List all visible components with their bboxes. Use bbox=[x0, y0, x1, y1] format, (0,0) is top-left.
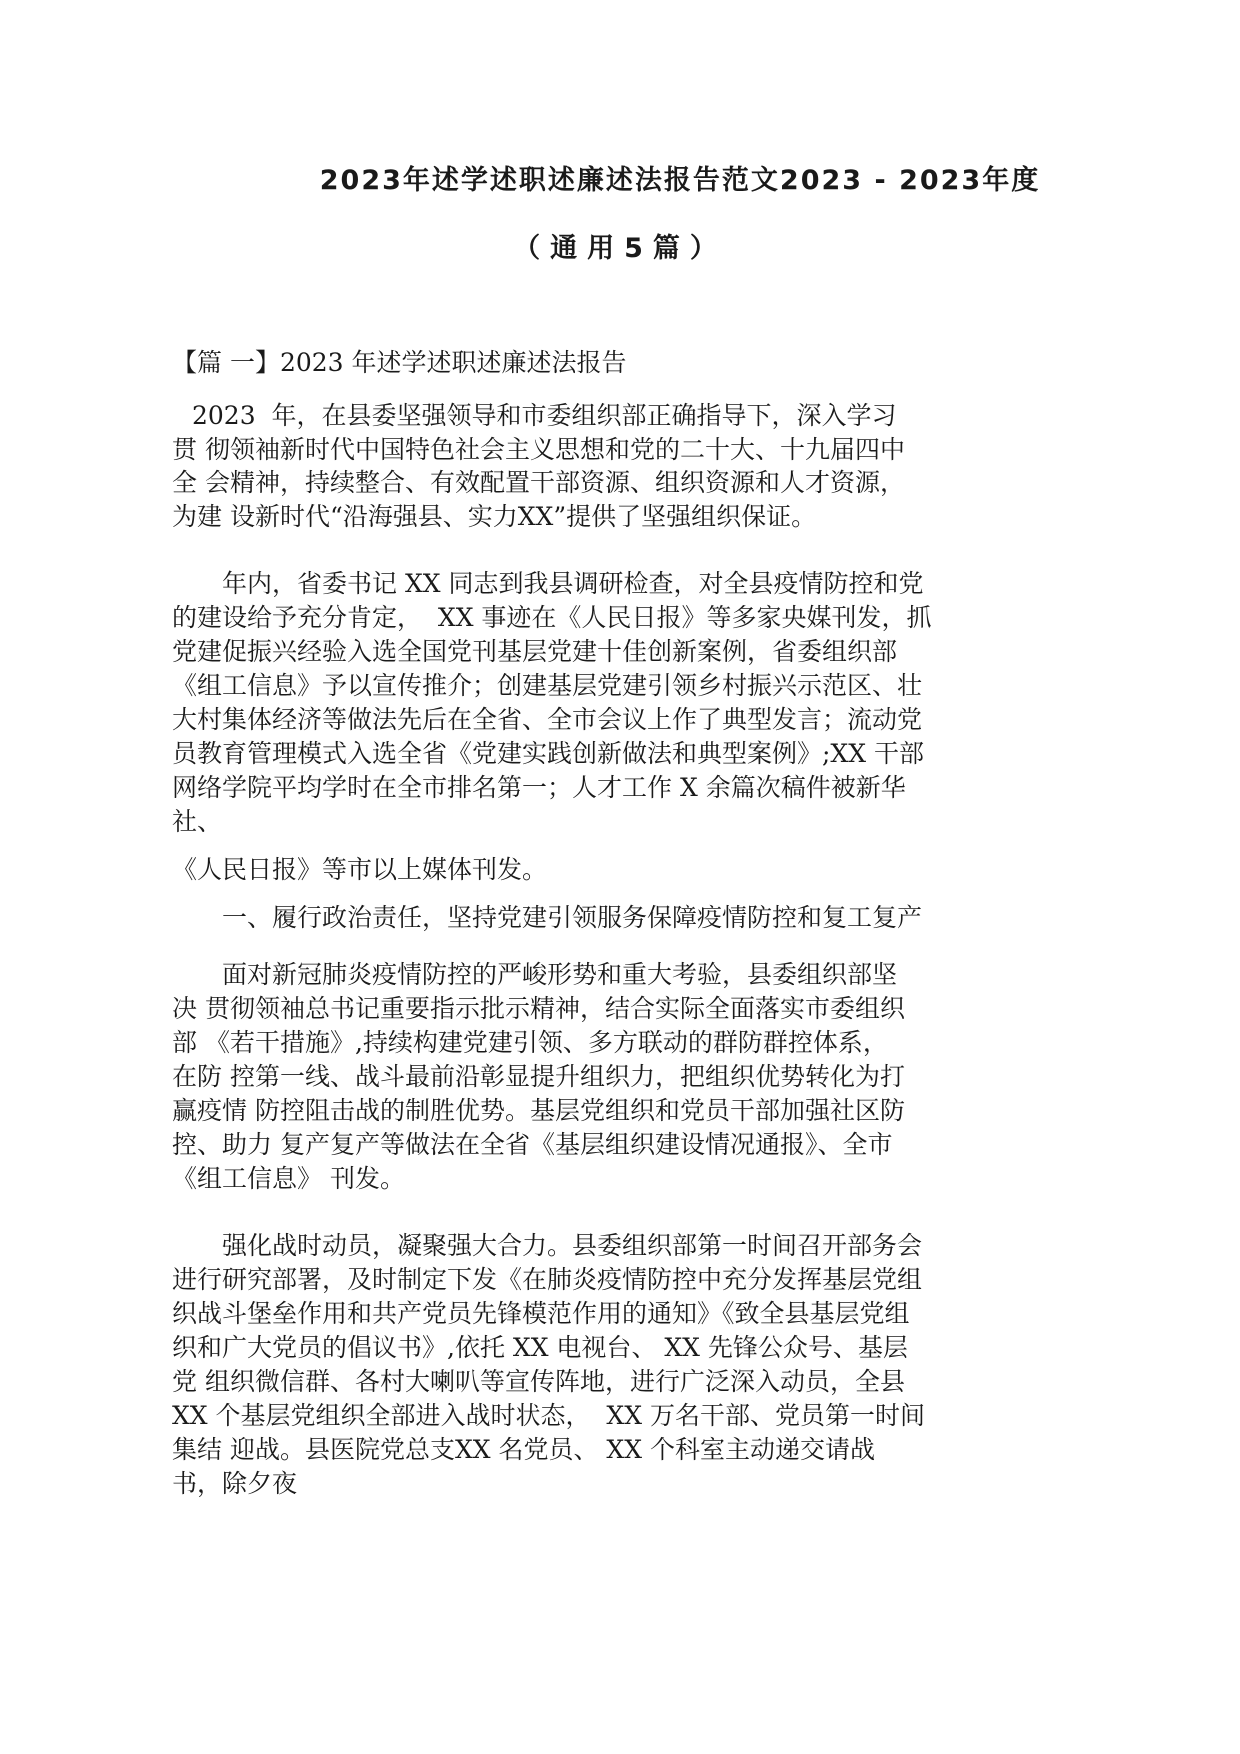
paragraph-line: 党 组织微信群、各村大喇叭等宣传阵地，进行广泛深入动员，全县 bbox=[172, 1367, 905, 1396]
paragraph-line: 进行研究部署，及时制定下发《在肺炎疫情防控中充分发挥基层党组 bbox=[172, 1265, 923, 1294]
paragraph-line: 员教育管理模式入选全省《党建实践创新做法和典型案例》;XX 干部 bbox=[172, 739, 924, 768]
paragraph-line: 网络学院平均学时在全市排名第一；人才工作 X 余篇次稿件被新华 bbox=[172, 773, 906, 802]
paragraph-line: 贯 彻领袖新时代中国特色社会主义思想和党的二十大、十九届四中 bbox=[172, 435, 905, 464]
paragraph-line: 《组工信息》 刊发。 bbox=[172, 1164, 405, 1193]
paragraph-line: 赢疫情 防控阻击战的制胜优势。基层党组织和党员干部加强社区防 bbox=[172, 1096, 905, 1125]
paragraph-line: 控、助力 复产复产等做法在全省《基层组织建设情况通报》、全市 bbox=[172, 1130, 893, 1159]
paragraph-line: 的建设给予充分肯定， XX 事迹在《人民日报》等多家央媒刊发，抓 bbox=[172, 603, 932, 632]
paragraph-line: 强化战时动员，凝聚强大合力。县委组织部第一时间召开部务会 bbox=[222, 1231, 923, 1260]
paragraph-line: 在防 控第一线、战斗最前沿彰显提升组织力，把组织优势转化为打 bbox=[172, 1062, 905, 1091]
document-title-line-1: 2023年述学述职述廉述法报告范文2023 - 2023年度 bbox=[319, 165, 1041, 196]
paragraph-line: 党建促振兴经验入选全国党刊基层党建十佳创新案例，省委组织部 bbox=[172, 637, 898, 666]
paragraph-line: 年内，省委书记 XX 同志到我县调研检查，对全县疫情防控和党 bbox=[222, 569, 924, 598]
section-heading: 【篇 一】2023 年述学述职述廉述法报告 bbox=[172, 348, 627, 377]
paragraph-line: 织战斗堡垒作用和共产党员先锋模范作用的通知》《致全县基层党组 bbox=[172, 1299, 910, 1328]
paragraph-line: 《组工信息》予以宣传推介；创建基层党建引领乡村振兴示范区、壮 bbox=[172, 671, 923, 700]
paragraph-line: 《人民日报》等市以上媒体刊发。 bbox=[172, 855, 548, 884]
paragraph-line: 织和广大党员的倡议书》,依托 XX 电视台、 XX 先锋公众号、基层 bbox=[172, 1333, 908, 1362]
paragraph-line: 部 《若干措施》,持续构建党建引领、多方联动的群防群控体系， bbox=[172, 1028, 888, 1057]
document-title-line-2: （通用5篇） bbox=[513, 233, 727, 264]
paragraph-line: 社、 bbox=[172, 807, 223, 836]
paragraph-line: 决 贯彻领袖总书记重要指示批示精神，结合实际全面落实市委组织 bbox=[172, 994, 905, 1023]
paragraph-line: 为建 设新时代“沿海强县、实力XX”提供了坚强组织保证。 bbox=[172, 502, 817, 531]
paragraph-line: 面对新冠肺炎疫情防控的严峻形势和重大考验，县委组织部坚 bbox=[222, 960, 898, 989]
paragraph-line: 书，除夕夜 bbox=[172, 1469, 298, 1498]
paragraph-line: 集结 迎战。县医院党总支XX 名党员、 XX 个科室主动递交请战 bbox=[172, 1435, 875, 1464]
paragraph-line: 全 会精神，持续整合、有效配置干部资源、组织资源和人才资源， bbox=[172, 468, 905, 497]
paragraph-line: 2023 年，在县委坚强领导和市委组织部正确指导下，深入学习 bbox=[192, 401, 897, 430]
paragraph-line: 大村集体经济等做法先后在全省、全市会议上作了典型发言；流动党 bbox=[172, 705, 923, 734]
subheading: 一、履行政治责任，坚持党建引领服务保障疫情防控和复工复产 bbox=[222, 903, 923, 932]
paragraph-line: XX 个基层党组织全部进入战时状态， XX 万名干部、党员第一时间 bbox=[172, 1401, 925, 1430]
